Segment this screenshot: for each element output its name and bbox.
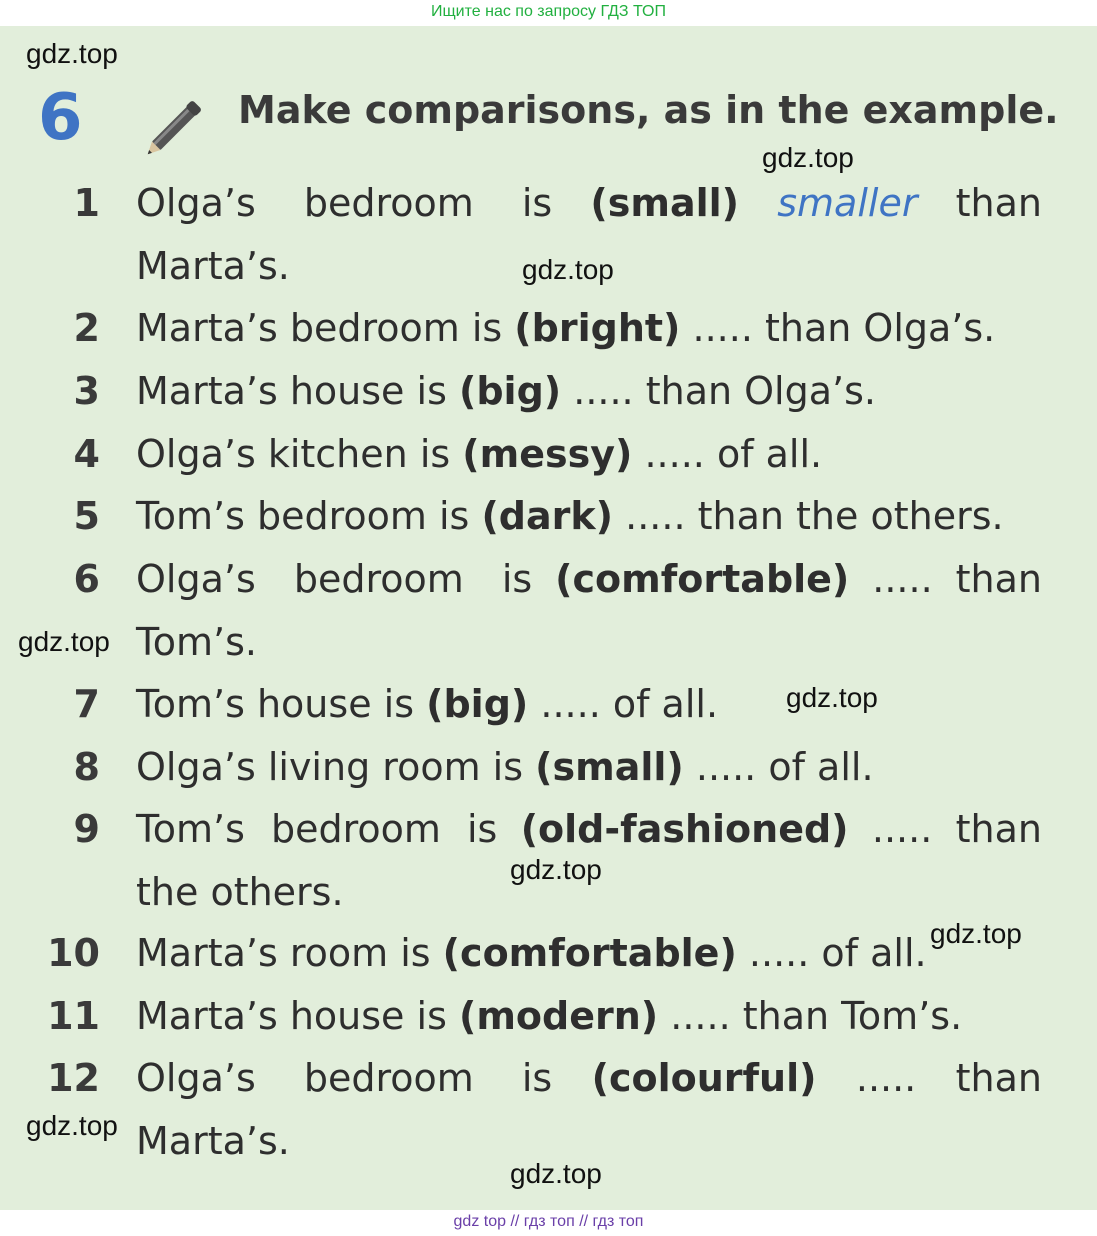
item-sentence (136, 180, 1042, 226)
answer-blank: ..... (871, 807, 933, 851)
sentence-end: ..... than Olga’s. (573, 369, 876, 413)
adjective-prompt: (comfortable) (555, 557, 850, 601)
watermark: gdz.top (510, 1158, 602, 1189)
sentence-end: than (955, 181, 1042, 225)
sentence-end: ..... of all. (695, 745, 874, 789)
item-sentence (136, 305, 1042, 351)
item-sentence-continuation: Marta’s. (136, 1119, 290, 1163)
textbook-page (0, 26, 1097, 1210)
sentence-subject: Marta’s house is (136, 369, 447, 413)
watermark: gdz.top (510, 854, 602, 885)
item-number: 10 (47, 931, 100, 975)
adjective-prompt: (big) (458, 369, 562, 413)
sentence-end: ..... than Tom’s. (670, 994, 963, 1038)
bottom-banner: gdz top // гдз топ // гдз топ (453, 1213, 644, 1230)
item-number: 9 (73, 807, 100, 851)
watermark: gdz.top (26, 38, 118, 69)
item-sentence-continuation: Tom’s. (136, 620, 257, 664)
exercise-title: Make comparisons, as in the example. (238, 88, 1059, 132)
sentence-end: ..... of all. (748, 931, 927, 975)
item-number: 3 (73, 369, 100, 413)
sentence-end: than (955, 557, 1042, 601)
watermark: gdz.top (18, 626, 110, 657)
adjective-prompt: (comfortable) (442, 931, 737, 975)
watermark: gdz.top (522, 254, 614, 285)
item-sentence-continuation: Marta’s. (136, 244, 290, 288)
sentence-subject: Tom’s house is (136, 682, 415, 726)
adjective-prompt: (small) (590, 181, 740, 225)
item-number: 5 (73, 494, 100, 538)
item-number: 2 (73, 306, 100, 350)
adjective-prompt: (modern) (458, 994, 659, 1038)
watermark: gdz.top (930, 918, 1022, 949)
item-number: 1 (73, 181, 100, 225)
item-number: 12 (47, 1056, 100, 1100)
item-number: 6 (73, 557, 100, 601)
item-sentence (136, 806, 1042, 852)
adjective-prompt: (small) (535, 745, 684, 789)
sentence-end: ..... of all. (540, 682, 719, 726)
sentence-end: than (955, 807, 1042, 851)
sentence-end: than (955, 1056, 1042, 1100)
adjective-prompt: (messy) (462, 432, 633, 476)
watermark: gdz.top (786, 682, 878, 713)
item-number: 7 (73, 682, 100, 726)
top-banner: Ищите нас по запросу ГДЗ ТОП (431, 3, 666, 20)
item-sentence-continuation: the others. (136, 870, 344, 914)
item-sentence (136, 681, 1042, 727)
example-answer: smaller (777, 181, 918, 225)
sentence-subject: Olga’s living room is (136, 745, 524, 789)
item-number: 4 (73, 432, 100, 476)
sentence-subject: Olga’s bedroom is (136, 557, 533, 601)
item-sentence (136, 744, 1042, 790)
watermark: gdz.top (26, 1110, 118, 1141)
item-sentence (136, 556, 1042, 602)
item-sentence (136, 368, 1042, 414)
adjective-prompt: (old-fashioned) (520, 807, 849, 851)
watermark: gdz.top (762, 142, 854, 173)
item-sentence (136, 431, 1042, 477)
item-sentence (136, 1055, 1042, 1101)
sentence-subject: Olga’s bedroom is (136, 181, 553, 225)
adjective-prompt: (dark) (481, 494, 614, 538)
sentence-end: ..... than the others. (625, 494, 1004, 538)
item-number: 8 (73, 745, 100, 789)
adjective-prompt: (big) (426, 682, 529, 726)
sentence-subject: Marta’s bedroom is (136, 306, 503, 350)
adjective-prompt: (colourful) (591, 1056, 817, 1100)
answer-blank: ..... (855, 1056, 917, 1100)
sentence-end: ..... of all. (644, 432, 823, 476)
answer-blank: ..... (872, 557, 933, 601)
sentence-subject: Olga’s bedroom is (136, 1056, 553, 1100)
item-sentence (136, 493, 1042, 539)
item-sentence (136, 930, 1042, 976)
sentence-subject: Marta’s room is (136, 931, 431, 975)
sentence-subject: Marta’s house is (136, 994, 447, 1038)
sentence-subject: Olga’s kitchen is (136, 432, 451, 476)
item-number: 11 (47, 994, 100, 1038)
sentence-end: ..... than Olga’s. (692, 306, 996, 350)
item-sentence (136, 993, 1042, 1039)
exercise-number: 6 (38, 81, 83, 155)
adjective-prompt: (bright) (514, 306, 681, 350)
sentence-subject: Tom’s bedroom is (136, 807, 498, 851)
pencil-icon (134, 84, 218, 168)
sentence-subject: Tom’s bedroom is (136, 494, 470, 538)
